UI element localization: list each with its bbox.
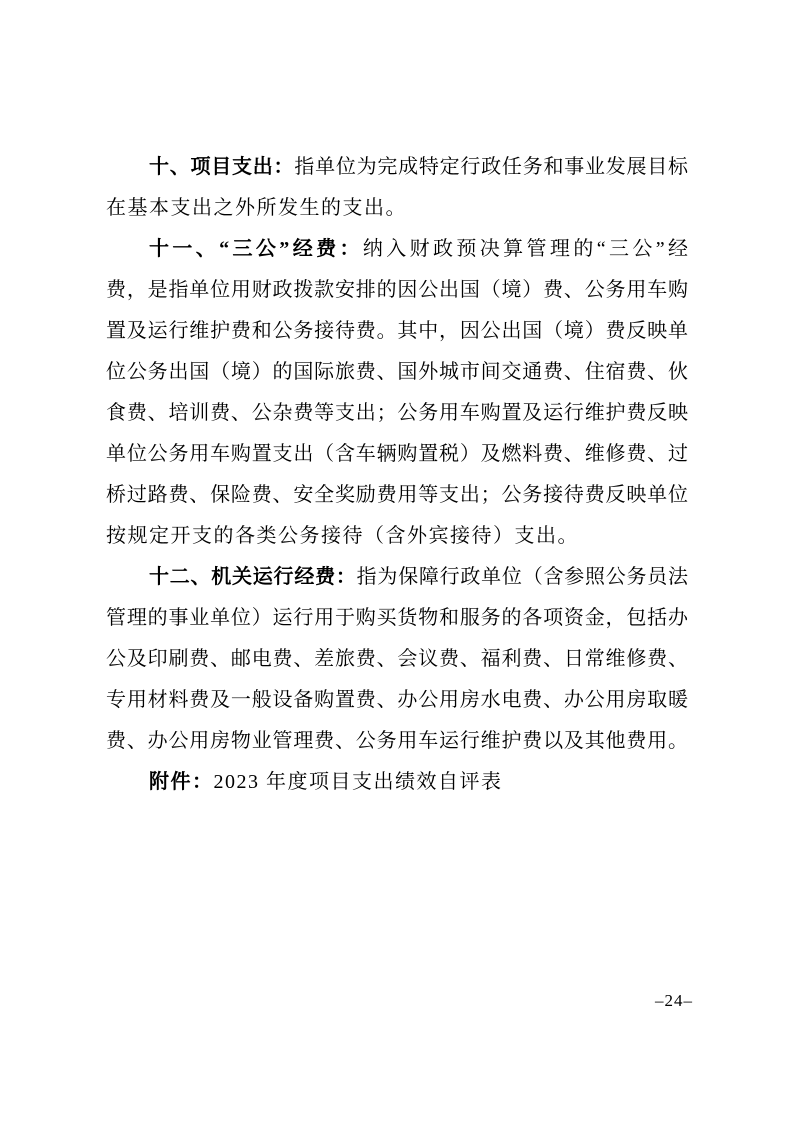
paragraph-line [106,229,688,270]
paragraph-line: 管理的事业单位）运行用于购买货物和服务的各项资金，包括办 [106,607,688,629]
document-body [106,147,688,803]
paragraph-lead: 十、项目支出： [149,156,295,178]
paragraph-text: 指单位为完成特定行政任务和事业发展目标 [294,156,689,178]
attachment-title: 2023 年度项目支出绩效自评表 [213,771,503,793]
paragraph-line: 费、办公用房物业管理费、公务用车运行维护费以及其他费用。 [106,730,688,752]
paragraph-text: 纳入财政预决算管理的“三公”经 [362,238,688,260]
paragraph-line: 按规定开支的各类公务接待（含外宾接待）支出。 [106,525,579,547]
paragraph-line: 单位公务用车购置支出（含车辆购置税）及燃料费、维修费、过 [106,443,688,465]
paragraph-line: 专用材料费及一般设备购置费、办公用房水电费、办公用房取暖 [106,689,688,711]
paragraph-line [106,557,688,598]
paragraph-line: 费，是指单位用财政拨款安排的因公出国（境）费、公务用车购 [106,279,688,301]
paragraph-line: 位公务出国（境）的国际旅费、国外城市间交通费、住宿费、伙 [106,361,688,383]
paragraph-line [106,147,688,188]
paragraph-line: 置及运行维护费和公务接待费。其中，因公出国（境）费反映单 [106,320,688,342]
paragraph-text: 指为保障行政单位（含参照公务员法 [356,566,689,588]
attachment-line [106,762,688,803]
paragraph-line: 桥过路费、保险费、安全奖励费用等支出；公务接待费反映单位 [106,484,688,506]
paragraph-lead: 十二、机关运行经费： [149,566,357,588]
paragraph-line: 食费、培训费、公杂费等支出；公务用车购置及运行维护费反映 [106,402,688,424]
attachment-label: 附件： [149,771,214,793]
paragraph-lead: 十一、“三公”经费： [149,238,363,260]
paragraph-line: 在基本支出之外所发生的支出。 [106,197,407,219]
paragraph-line: 公及印刷费、邮电费、差旅费、会议费、福利费、日常维修费、 [106,648,688,670]
page-number: –24– [655,991,693,1010]
